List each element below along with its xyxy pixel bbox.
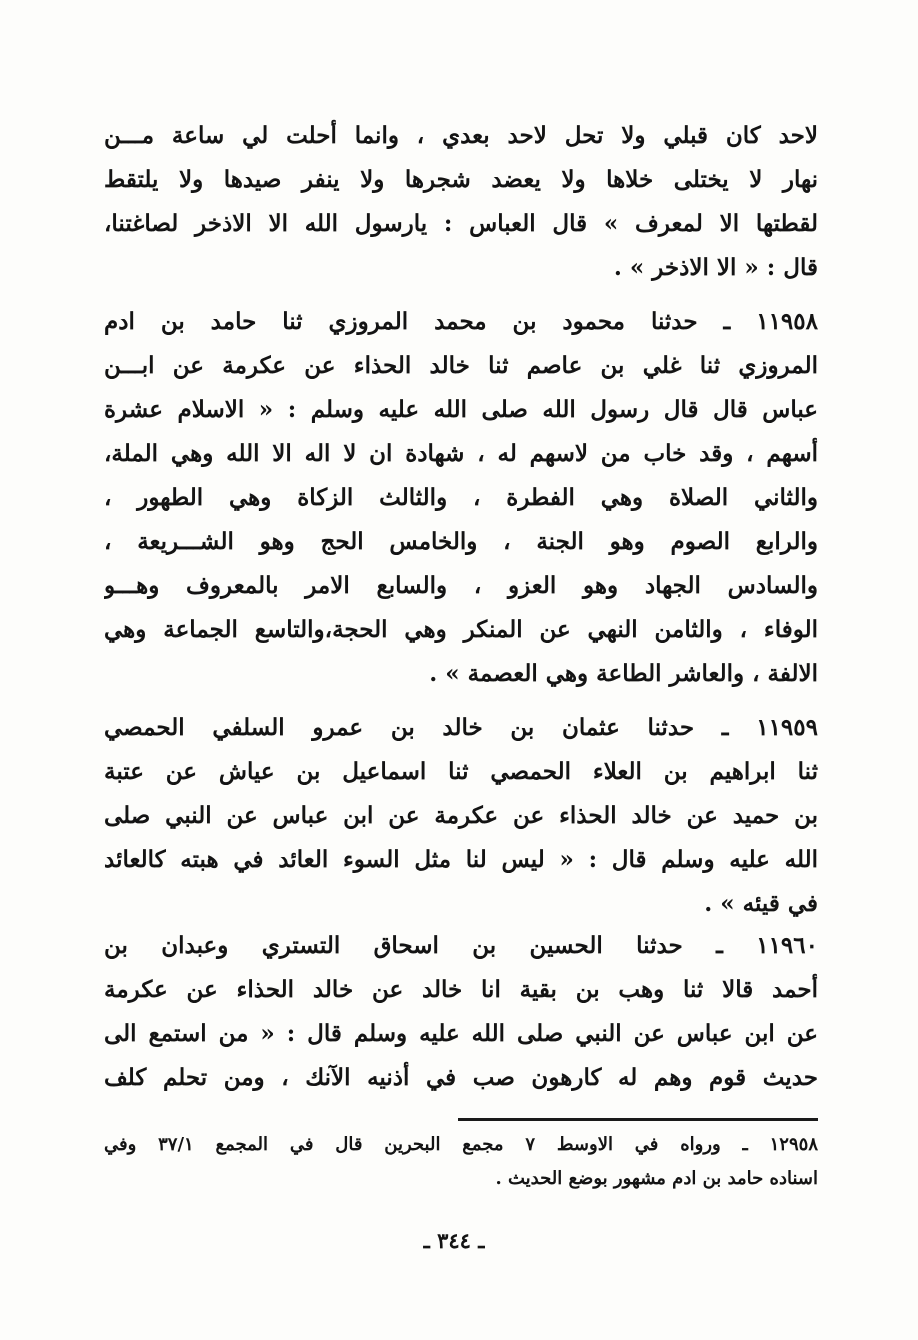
footnote-line: ١٢٩٥٨ ـ ورواه في الاوسط ٧ مجمع البحرين قال في المجمع ٣٧/١ وفي bbox=[104, 1134, 818, 1155]
text-line: والسادس الجهاد وهو العزو ، والسابع الامر بالمعروف وهـــو bbox=[104, 572, 818, 599]
text-line: ١١٩٥٩ ـ حدثنا عثمان بن خالد بن عمرو السلفي الحمصي bbox=[104, 714, 818, 741]
text-line: والرابع الصوم وهو الجنة ، والخامس الحج وهو الشـــريعة ، bbox=[104, 528, 818, 555]
paragraph-continuation bbox=[104, 114, 818, 290]
text-line: في قيئه » . bbox=[704, 890, 818, 917]
hadith-11959 bbox=[104, 706, 818, 926]
text-line: أسهم ، وقد خاب من لاسهم له ، شهادة ان لا اله الا الله وهي الملة، bbox=[104, 440, 818, 467]
text-line: لاحد كان قبلي ولا تحل لاحد بعدي ، وانما أحلت لي ساعة مـــن bbox=[104, 122, 818, 149]
footnote-divider bbox=[458, 1118, 818, 1121]
hadith-11960 bbox=[104, 924, 818, 1100]
hadith-11958 bbox=[104, 300, 818, 696]
text-line: لقطتها الا لمعرف » قال العباس : يارسول الله الا الاذخر لصاغتنا، bbox=[104, 210, 818, 237]
text-line: الله عليه وسلم قال : « ليس لنا مثل السوء العائد في هبته كالعائد bbox=[104, 846, 818, 873]
footnotes bbox=[104, 1128, 818, 1196]
text-line: والثاني الصلاة وهي الفطرة ، والثالث الزكاة وهي الطهور ، bbox=[104, 484, 818, 511]
page-number: ـ ٣٤٤ ـ bbox=[423, 1228, 485, 1253]
text-line: الوفاء ، والثامن النهي عن المنكر وهي الحجة،والتاسع الجماعة وهي bbox=[104, 616, 818, 643]
text-line: أحمد قالا ثنا وهب بن بقية انا خالد عن خالد الحذاء عن عكرمة bbox=[104, 976, 818, 1003]
text-line: عباس قال قال رسول الله صلى الله عليه وسلم : « الاسلام عشرة bbox=[104, 396, 818, 423]
text-line: ١١٩٥٨ ـ حدثنا محمود بن محمد المروزي ثنا حامد بن ادم bbox=[104, 308, 818, 335]
text-line: المروزي ثنا غلي بن عاصم ثنا خالد الحذاء عن عكرمة عن ابـــن bbox=[104, 352, 818, 379]
text-line: ثنا ابراهيم بن العلاء الحمصي ثنا اسماعيل بن عياش عن عتبة bbox=[104, 758, 818, 785]
text-line: بن حميد عن خالد الحذاء عن عكرمة عن ابن عباس عن النبي صلى bbox=[104, 802, 818, 829]
text-line: نهار لا يختلى خلاها ولا يعضد شجرها ولا ينفر صيدها ولا يلتقط bbox=[104, 166, 818, 193]
text-line: ١١٩٦٠ ـ حدثنا الحسين بن اسحاق التستري وعبدان بن bbox=[104, 932, 818, 959]
text-line: قال : « الا الاذخر » . bbox=[613, 254, 818, 281]
text-line: عن ابن عباس عن النبي صلى الله عليه وسلم قال : « من استمع الى bbox=[104, 1020, 818, 1047]
text-line: الالفة ، والعاشر الطاعة وهي العصمة » . bbox=[429, 660, 818, 687]
text-line: حديث قوم وهم له كارهون صب في أذنيه الآنك ، ومن تحلم كلف bbox=[104, 1064, 818, 1091]
footnote-line: اسناده حامد بن ادم مشهور بوضع الحديث . bbox=[495, 1168, 818, 1189]
